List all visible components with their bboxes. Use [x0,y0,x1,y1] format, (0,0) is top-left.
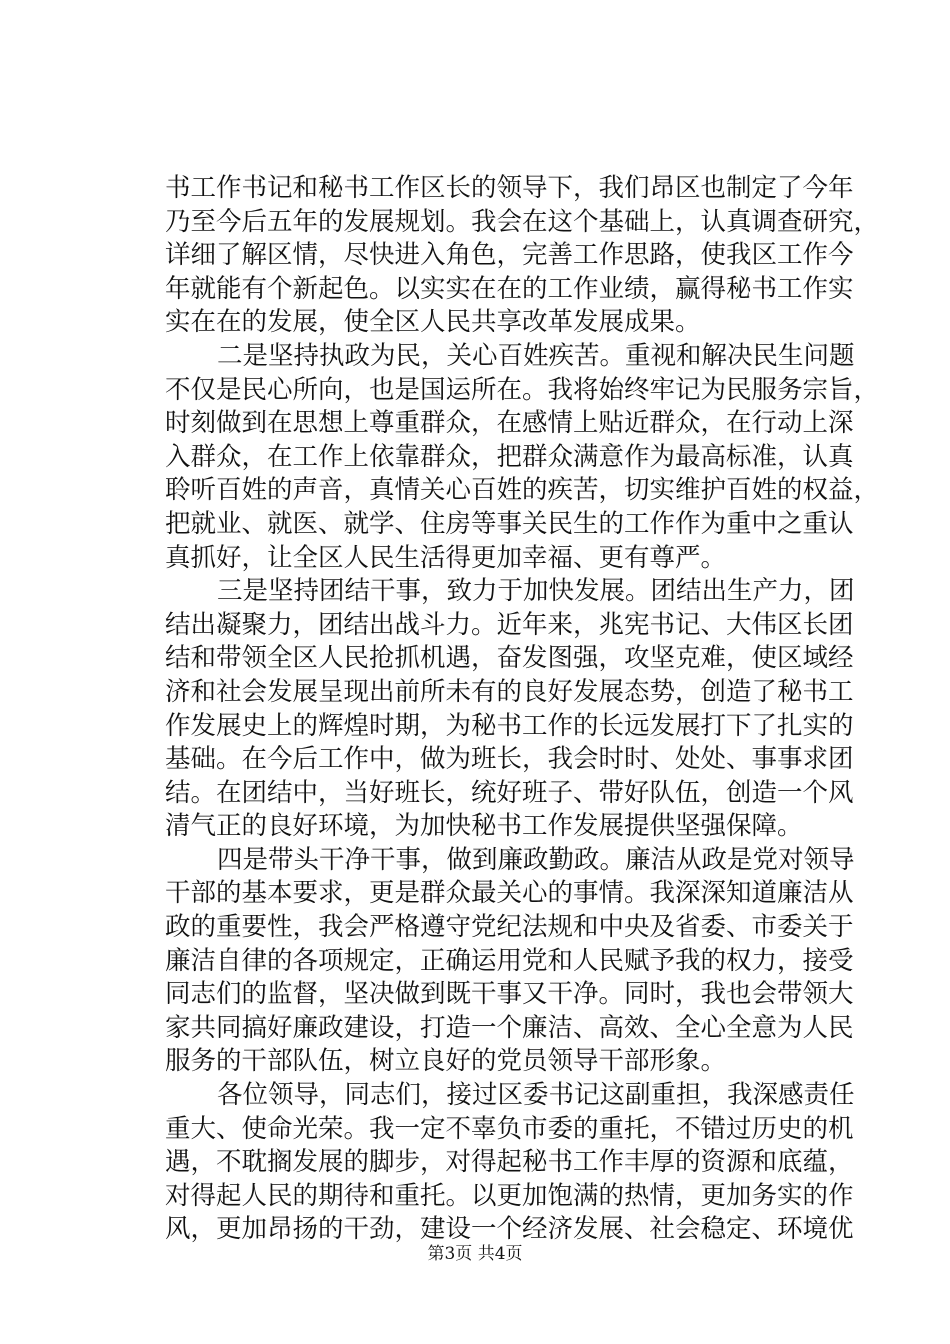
text-line: 政的重要性，我会严格遵守党纪法规和中央及省委、市委关于 [165,912,854,943]
body-text [165,172,880,1247]
text-line: 廉洁自律的各项规定，正确运用党和人民赋予我的权力，接受 [165,945,854,976]
text-line: 服务的干部队伍，树立良好的党员领导干部形象。 [165,1046,727,1077]
text-line: 作发展史上的辉煌时期，为秘书工作的长远发展打下了扎实的 [165,710,854,741]
page-number-footer: 第3页 共4页 [427,1244,523,1264]
text-line: 干部的基本要求，更是群众最关心的事情。我深深知道廉洁从 [165,878,854,909]
text-line: 同志们的监督，坚决做到既干事又干净。同时，我也会带领大 [165,979,854,1010]
text-line: 基础。在今后工作中，做为班长，我会时时、处处、事事求团 [165,744,854,775]
text-line: 不仅是民心所向，也是国运所在。我将始终牢记为民服务宗旨， [165,374,880,405]
text-line: 重大、使命光荣。我一定不辜负市委的重托，不错过历史的机 [165,1113,854,1144]
text-line: 结。在团结中，当好班长，统好班子、带好队伍，创造一个风 [165,777,854,808]
text-line: 济和社会发展呈现出前所未有的良好发展态势，创造了秘书工 [165,676,854,707]
text-line: 家共同搞好廉政建设，打造一个廉洁、高效、全心全意为人民 [165,1012,854,1043]
text-line: 实在在的发展，使全区人民共享改革发展成果。 [165,307,701,338]
text-line: 结出凝聚力，团结出战斗力。近年来，兆宪书记、大伟区长团 [165,609,854,640]
paragraph-start-line: 二是坚持执政为民，关心百姓疾苦。重视和解决民生问题 [217,340,855,371]
text-line: 结和带领全区人民抢抓机遇，奋发图强，攻坚克难，使区域经 [165,643,854,674]
paragraph-start-line: 三是坚持团结干事，致力于加快发展。团结出生产力，团 [217,576,855,607]
text-line: 风，更加昂扬的干劲，建设一个经济发展、社会稳定、环境优 [165,1214,854,1245]
text-line: 时刻做到在思想上尊重群众，在感情上贴近群众，在行动上深 [165,408,854,439]
text-line: 遇，不耽搁发展的脚步，对得起秘书工作丰厚的资源和底蕴， [165,1147,854,1178]
text-line: 聆听百姓的声音，真情关心百姓的疾苦，切实维护百姓的权益， [165,475,880,506]
paragraph-start-line: 各位领导，同志们，接过区委书记这副重担，我深感责任 [217,1080,855,1111]
text-line: 年就能有个新起色。以实实在在的工作业绩，赢得秘书工作实 [165,273,854,304]
paragraph-start-line: 四是带头干净干事，做到廉政勤政。廉洁从政是党对领导 [217,844,855,875]
text-line: 详细了解区情，尽快进入角色，完善工作思路，使我区工作今 [165,240,854,271]
text-line: 入群众，在工作上依靠群众，把群众满意作为最高标准，认真 [165,441,854,472]
text-line: 真抓好，让全区人民生活得更加幸福、更有尊严。 [165,542,727,573]
text-line: 对得起人民的期待和重托。以更加饱满的热情，更加务实的作 [165,1180,854,1211]
text-line: 清气正的良好环境，为加快秘书工作发展提供坚强保障。 [165,811,803,842]
text-line: 把就业、就医、就学、住房等事关民生的工作作为重中之重认 [165,508,854,539]
text-line: 乃至今后五年的发展规划。我会在这个基础上，认真调查研究， [165,206,880,237]
text-line: 书工作书记和秘书工作区长的领导下，我们昂区也制定了今年 [165,173,854,203]
